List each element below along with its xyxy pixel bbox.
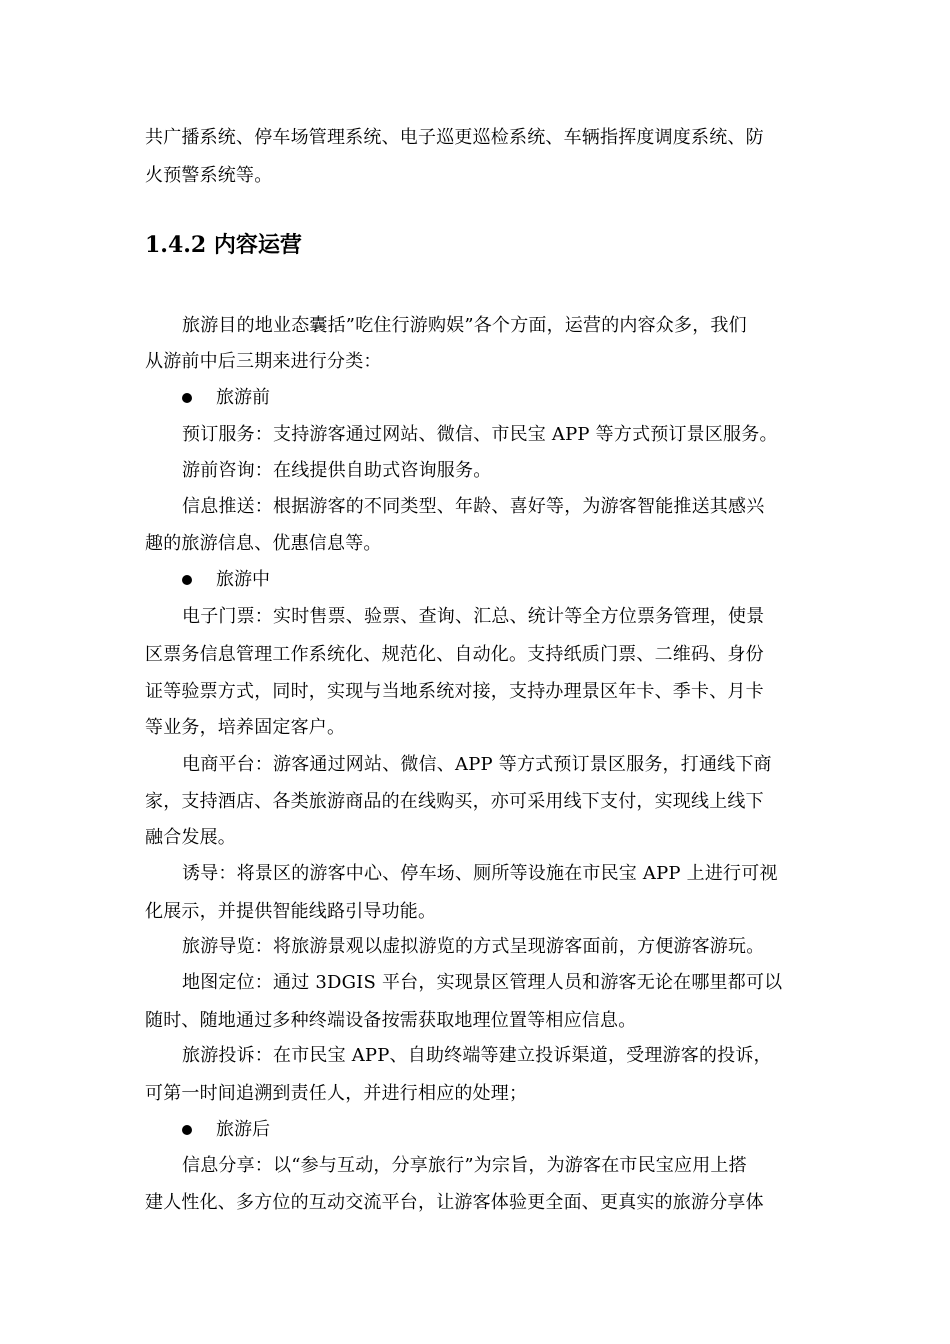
bullet-label: 旅游后 xyxy=(216,1119,270,1140)
paragraph-line: 可第一时间追溯到责任人，并进行相应的处理； xyxy=(145,1083,528,1104)
section-heading: 1.4.2 内容运营 xyxy=(145,232,302,258)
paragraph-line: 化展示，并提供智能线路引导功能。 xyxy=(145,901,437,922)
paragraph-line: 建人性化、多方位的互动交流平台，让游客体验更全面、更真实的旅游分享体 xyxy=(145,1192,764,1213)
paragraph-line: 从游前中后三期来进行分类： xyxy=(145,351,382,372)
paragraph-line: 随时、随地通过多种终端设备按需获取地理位置等相应信息。 xyxy=(145,1010,637,1031)
paragraph-line: 旅游投诉：在市民宝 APP、自助终端等建立投诉渠道，受理游客的投诉， xyxy=(182,1045,772,1066)
bullet-label: 旅游中 xyxy=(216,569,270,590)
paragraph-line: 信息分享：以“参与互动，分享旅行”为宗旨，为游客在市民宝应用上搭 xyxy=(182,1155,747,1176)
paragraph-line: 预订服务：支持游客通过网站、微信、市民宝 APP 等方式预订景区服务。 xyxy=(182,424,778,445)
paragraph-line: 等业务，培养固定客户。 xyxy=(145,717,346,738)
paragraph-line: 旅游导览：将旅游景观以虚拟游览的方式呈现游客面前，方便游客游玩。 xyxy=(182,936,765,957)
bullet-dot-icon xyxy=(182,393,192,403)
paragraph-line: 证等验票方式，同时，实现与当地系统对接，支持办理景区年卡、季卡、月卡 xyxy=(145,681,764,702)
paragraph-line: 地图定位：通过 3DGIS 平台，实现景区管理人员和游客无论在哪里都可以 xyxy=(182,972,783,993)
paragraph-line: 融合发展。 xyxy=(145,827,236,848)
paragraph-line: 趣的旅游信息、优惠信息等。 xyxy=(145,533,382,554)
paragraph-line: 家，支持酒店、各类旅游商品的在线购买，亦可采用线下支付，实现线上线下 xyxy=(145,791,764,812)
bullet-dot-icon xyxy=(182,1125,192,1135)
paragraph-line: 游前咨询：在线提供自助式咨询服务。 xyxy=(182,460,492,481)
paragraph-line: 区票务信息管理工作系统化、规范化、自动化。支持纸质门票、二维码、身份 xyxy=(145,644,764,665)
paragraph-line: 火预警系统等。 xyxy=(145,165,273,186)
bullet-label: 旅游前 xyxy=(216,387,270,408)
paragraph-line: 电商平台：游客通过网站、微信、APP 等方式预订景区服务，打通线下商 xyxy=(182,754,772,775)
paragraph-line: 信息推送：根据游客的不同类型、年龄、喜好等，为游客智能推送其感兴 xyxy=(182,496,765,517)
paragraph-line: 旅游目的地业态囊括”吃住行游购娱”各个方面，运营的内容众多，我们 xyxy=(182,315,747,336)
bullet-dot-icon xyxy=(182,575,192,585)
paragraph-line: 诱导：将景区的游客中心、停车场、厕所等设施在市民宝 APP 上进行可视 xyxy=(182,863,778,884)
paragraph-line: 共广播系统、停车场管理系统、电子巡更巡检系统、车辆指挥度调度系统、防 xyxy=(145,127,764,148)
paragraph-line: 电子门票：实时售票、验票、查询、汇总、统计等全方位票务管理，使景 xyxy=(182,606,765,627)
